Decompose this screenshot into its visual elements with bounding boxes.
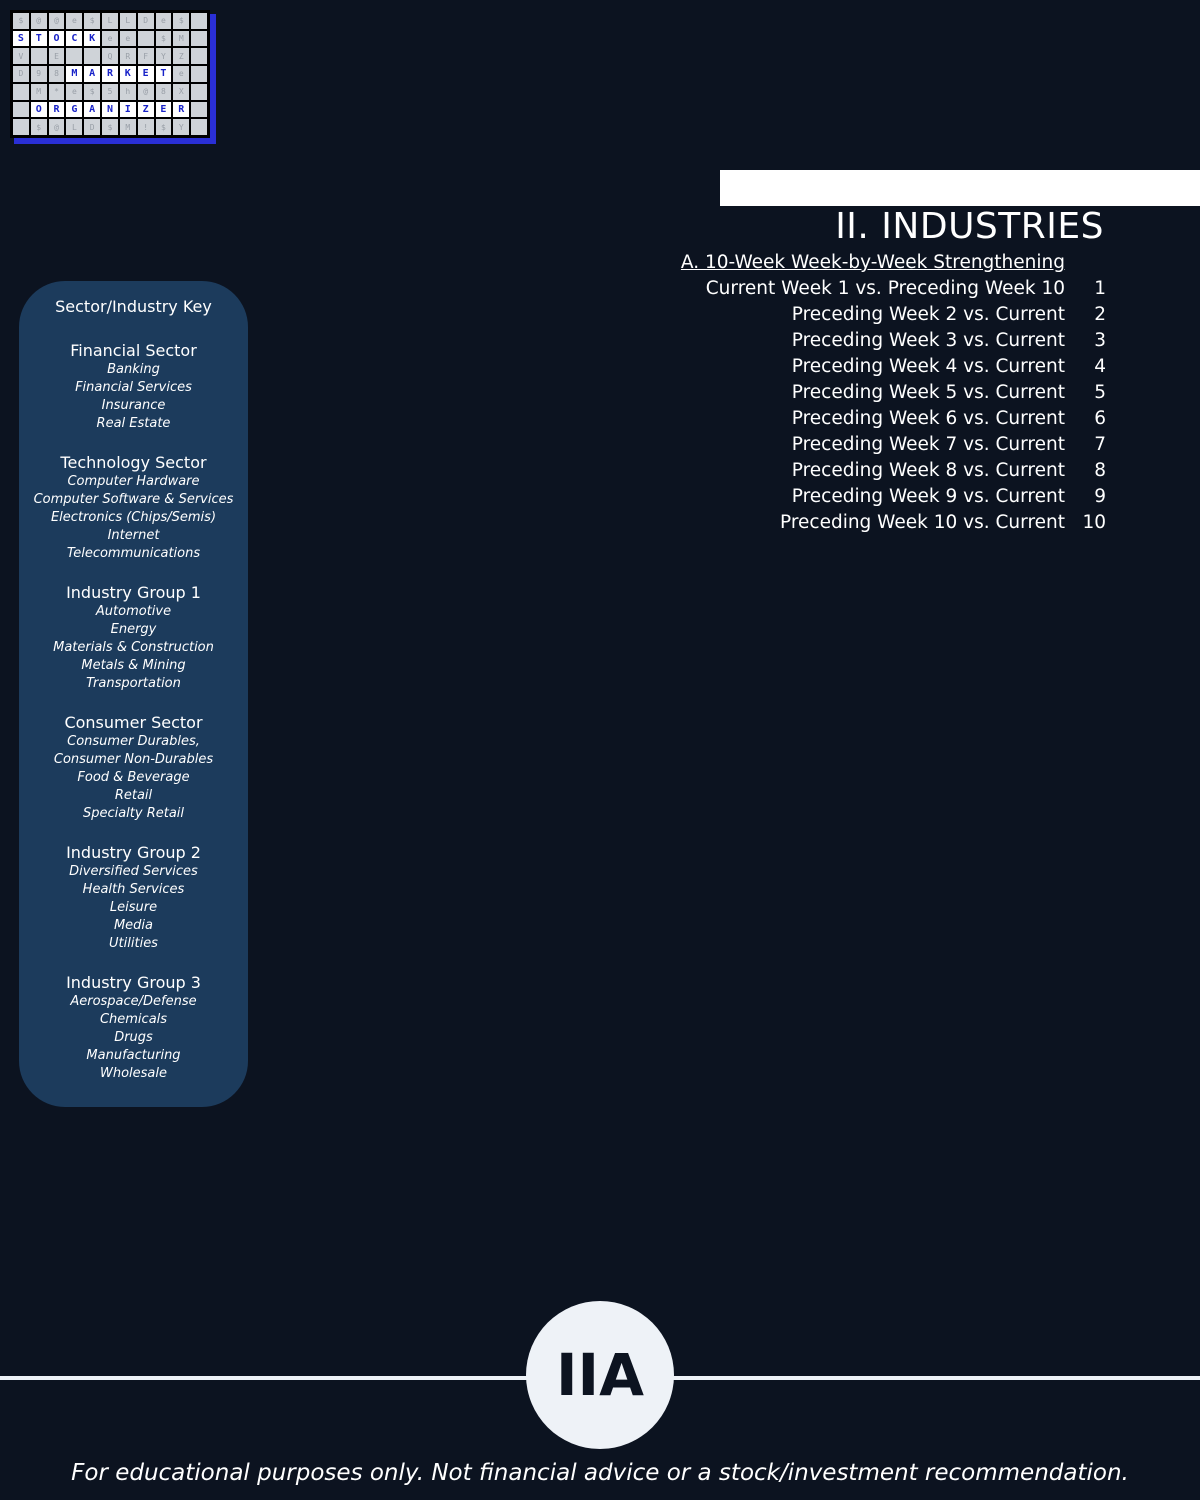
key-title: Sector/Industry Key [55,297,212,316]
key-group-item: Health Services [82,882,185,897]
logo-letter: R [173,102,189,118]
key-group-item: Real Estate [96,416,171,431]
logo-cell: e [156,13,172,29]
toc-row-page: 3 [1094,330,1106,351]
logo-cell: $ [156,31,172,47]
logo-cell: @ [49,13,65,29]
page-title: II. INDUSTRIES [835,206,1104,247]
key-group-item: Drugs [114,1030,153,1045]
toc-row-page: 10 [1082,512,1106,533]
logo-cell: Z [173,48,189,64]
key-group-item: Consumer Durables, [67,734,200,749]
logo-letter: R [102,66,118,82]
toc-row-label: Preceding Week 3 vs. Current [791,330,1065,351]
logo-cell: D [13,66,29,82]
section-badge: IIA [526,1301,674,1449]
logo-cell: ! [138,119,154,135]
toc-row-label: Preceding Week 4 vs. Current [791,356,1065,377]
logo-letter: T [31,31,47,47]
toc-row[interactable] [681,406,1106,432]
logo-letter: E [138,66,154,82]
logo-letter: O [49,31,65,47]
key-group [19,843,248,953]
toc-row-page: 4 [1094,356,1106,377]
logo-cell [191,31,207,47]
key-group-item: Telecommunications [66,546,201,561]
key-group-item: Diversified Services [69,864,198,879]
key-group-item: Computer Software & Services [33,492,234,507]
toc-row-label: Preceding Week 6 vs. Current [791,408,1065,429]
logo-letter: R [49,102,65,118]
logo-cell: $ [84,13,100,29]
toc-row[interactable] [681,458,1106,484]
key-group-name: Financial Sector [70,341,197,360]
logo-cell: $ [102,119,118,135]
key-group-item: Automotive [95,604,172,619]
sector-industry-key [19,281,248,1107]
logo-cell: Y [156,48,172,64]
logo-cell: 9 [31,66,47,82]
logo-cell [13,119,29,135]
key-group-item: Insurance [101,398,166,413]
header-bar [720,170,1200,206]
key-groups [19,341,248,1083]
logo-cell: E [49,48,65,64]
logo-cell [191,119,207,135]
logo-grid [10,10,210,138]
toc-row-label: Preceding Week 10 vs. Current [779,512,1065,533]
key-group-item: Specialty Retail [82,806,185,821]
key-group-item: Wholesale [99,1066,167,1081]
logo-cell: $ [173,13,189,29]
logo-cell: e [66,13,82,29]
logo-cell [191,48,207,64]
toc-row-page: 7 [1094,434,1106,455]
logo-cell: @ [31,13,47,29]
logo-cell: e [66,84,82,100]
logo-cell: L [120,13,136,29]
logo [10,10,216,144]
logo-cell: 8 [156,84,172,100]
logo-cell: * [49,84,65,100]
toc-row-page: 9 [1094,486,1106,507]
logo-cell: 8 [49,66,65,82]
logo-letter: K [120,66,136,82]
logo-cell: $ [31,119,47,135]
logo-cell: M [31,84,47,100]
toc-row-label: Preceding Week 5 vs. Current [791,382,1065,403]
toc-row-page: 1 [1094,278,1106,299]
logo-cell [84,48,100,64]
key-group-item: Transportation [86,676,181,691]
logo-cell: Q [102,48,118,64]
toc-row[interactable] [681,432,1106,458]
logo-cell [13,102,29,118]
key-group-item: Aerospace/Defense [70,994,197,1009]
toc-row[interactable] [681,276,1106,302]
key-group-item: Internet [107,528,160,543]
key-group-item: Food & Beverage [77,770,190,785]
logo-cell: L [66,119,82,135]
logo-letter: E [156,102,172,118]
key-group [19,341,248,433]
key-group-name: Industry Group 1 [66,583,201,602]
logo-letter: T [156,66,172,82]
toc-row-label: Preceding Week 8 vs. Current [791,460,1065,481]
logo-cell: @ [138,84,154,100]
logo-cell: L [102,13,118,29]
logo-letter: N [102,102,118,118]
toc-row-page: 8 [1094,460,1106,481]
key-group-name: Consumer Sector [64,713,203,732]
logo-cell: e [120,31,136,47]
key-group-item: Financial Services [75,380,192,395]
toc-row-label: Current Week 1 vs. Preceding Week 10 [705,278,1065,299]
key-group-item: Banking [107,362,160,377]
key-group-item: Chemicals [99,1012,168,1027]
key-group [19,583,248,693]
key-group [19,713,248,823]
logo-letter: A [84,66,100,82]
key-group-item: Media [113,918,154,933]
key-group-name: Industry Group 3 [66,973,201,992]
logo-cell [191,13,207,29]
disclaimer: For educational purposes only. Not financial advice or a stock/investment recommendation. [71,1460,1129,1486]
logo-cell [13,84,29,100]
toc-row[interactable] [681,302,1106,328]
logo-cell: $ [156,119,172,135]
logo-cell: D [138,13,154,29]
toc-row-label: Preceding Week 2 vs. Current [791,304,1065,325]
key-group-item: Computer Hardware [67,474,200,489]
logo-cell [191,84,207,100]
logo-letter: A [84,102,100,118]
logo-cell [191,66,207,82]
toc-row[interactable] [681,328,1106,354]
logo-cell [191,102,207,118]
logo-letter: G [66,102,82,118]
key-group-item: Energy [110,622,157,637]
logo-letter: O [31,102,47,118]
logo-letter: M [66,66,82,82]
toc [681,250,1106,536]
logo-cell: R [120,48,136,64]
toc-row-label: Preceding Week 9 vs. Current [791,486,1065,507]
logo-cell: V [13,48,29,64]
logo-letter: C [66,31,82,47]
logo-cell: h [120,84,136,100]
key-group-name: Technology Sector [60,453,207,472]
key-group-name: Industry Group 2 [66,843,201,862]
logo-cell: M [120,119,136,135]
key-group-item: Materials & Construction [53,640,214,655]
logo-letter: Z [138,102,154,118]
toc-row[interactable] [681,380,1106,406]
logo-cell: $ [13,13,29,29]
toc-row-page: 2 [1094,304,1106,325]
logo-cell: X [173,84,189,100]
key-group-item: Manufacturing [86,1048,181,1063]
logo-cell: F [138,48,154,64]
toc-row[interactable] [681,354,1106,380]
toc-heading[interactable]: A. 10-Week Week-by-Week Strengthening [680,252,1065,273]
toc-row-label: Preceding Week 7 vs. Current [791,434,1065,455]
logo-cell: e [173,66,189,82]
logo-cell: Y [173,119,189,135]
logo-cell [66,48,82,64]
key-group-item: Electronics (Chips/Semis) [50,510,217,525]
logo-cell [31,48,47,64]
key-group-item: Metals & Mining [81,658,186,673]
logo-cell: $ [84,84,100,100]
key-group [19,973,248,1083]
logo-letter: S [13,31,29,47]
logo-cell: @ [49,119,65,135]
toc-row-page: 5 [1094,382,1106,403]
logo-cell: 5 [102,84,118,100]
toc-rows [681,276,1106,536]
toc-row-page: 6 [1094,408,1106,429]
key-group-item: Consumer Non-Durables [53,752,214,767]
logo-cell: e [102,31,118,47]
key-group-item: Leisure [109,900,158,915]
logo-letter: I [120,102,136,118]
logo-cell: D [84,119,100,135]
toc-row[interactable] [681,484,1106,510]
key-group [19,453,248,563]
logo-letter: K [84,31,100,47]
logo-cell: M [173,31,189,47]
key-group-item: Retail [114,788,153,803]
toc-row[interactable] [681,510,1106,536]
logo-cell [138,31,154,47]
key-group-item: Utilities [109,936,158,951]
